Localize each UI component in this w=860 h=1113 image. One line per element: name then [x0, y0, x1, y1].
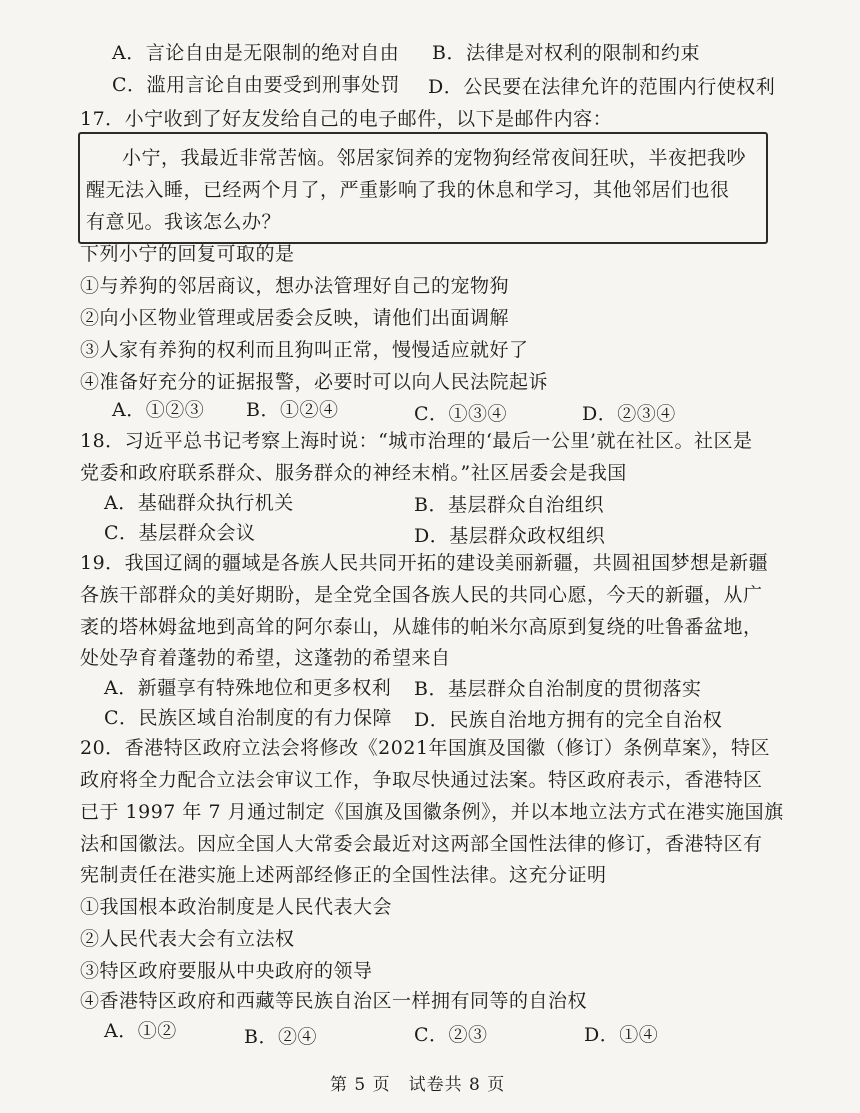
q17-question: 下列小宁的回复可取的是 — [80, 243, 295, 265]
q17-item: ③人家有养狗的权利而且狗叫正常，慢慢适应就好了 — [80, 339, 529, 361]
q20-stem: 法和国徽法。因应全国人大常委会最近对这两部全国性法律的修订，香港特区有 — [80, 833, 763, 855]
q17-item: ②向小区物业管理或居委会反映，请他们出面调解 — [80, 307, 510, 329]
q20-item: ④香港特区政府和西藏等民族自治区一样拥有同等的自治权 — [80, 990, 588, 1012]
q17-option-a: A．①②③ — [112, 399, 205, 421]
q19-stem: 袤的塔林姆盆地到高耸的阿尔泰山，从雄伟的帕米尔高原到复绕的吐鲁番盆地， — [80, 616, 763, 638]
q16-option-a: A．言论自由是无限制的绝对自由 — [112, 42, 400, 64]
q16-option-b: B．法律是对权利的限制和约束 — [432, 42, 700, 64]
q19-option-d: D．民族自治地方拥有的完全自治权 — [414, 709, 723, 731]
q18-stem: 18．习近平总书记考察上海时说：“城市治理的‘最后一公里’就在社区。社区是 — [80, 430, 753, 452]
page-total: 试卷共 8 页 — [408, 1075, 506, 1095]
q20-option-d: D．①④ — [584, 1024, 659, 1046]
q17-option-d: D．②③④ — [582, 403, 676, 425]
q18-stem: 党委和政府联系群众、服务群众的神经末梢。”社区居委会是我国 — [80, 462, 627, 484]
q20-option-c: C．②③ — [414, 1024, 488, 1046]
q19-option-a: A．新疆享有特殊地位和更多权利 — [104, 677, 392, 699]
q20-stem: 政府将全力配合立法会审议工作，争取尽快通过法案。特区政府表示，香港特区 — [80, 769, 763, 791]
q17-email-line: 有意见。我该怎么办？ — [86, 211, 282, 233]
q16-option-d: D．公民要在法律允许的范围内行使权利 — [428, 76, 776, 98]
page-footer — [330, 1070, 505, 1095]
q17-item: ①与养狗的邻居商议，想办法管理好自己的宠物狗 — [80, 275, 510, 297]
q20-item: ①我国根本政治制度是人民代表大会 — [80, 896, 393, 918]
q17-email-line: 醒无法入睡，已经两个月了，严重影响了我的休息和学习，其他邻居们也很 — [86, 179, 730, 201]
q17-option-b: B．①②④ — [246, 399, 339, 421]
q18-option-c: C．基层群众会议 — [104, 522, 256, 544]
q20-stem: 宪制责任在港实施上述两部经修正的全国性法律。这充分证明 — [80, 864, 607, 886]
q19-option-b: B．基层群众自治制度的贯彻落实 — [414, 678, 702, 700]
q20-item: ③特区政府要服从中央政府的领导 — [80, 960, 373, 982]
q20-stem: 20．香港特区政府立法会将修改《2021年国旗及国徽（修订）条例草案》，特区 — [80, 737, 771, 759]
q19-stem: 处处孕育着蓬勃的希望，这蓬勃的希望来自 — [80, 647, 451, 669]
q17-item: ④准备好充分的证据报警，必要时可以向人民法院起诉 — [80, 371, 549, 393]
q17-email-line: 小宁，我最近非常苦恼。邻居家饲养的宠物狗经常夜间狂吠，半夜把我吵 — [122, 147, 747, 169]
q18-option-d: D．基层群众政权组织 — [414, 525, 606, 547]
q20-option-a: A．①② — [104, 1020, 177, 1042]
q17-stem: 17．小宁收到了好友发给自己的电子邮件，以下是邮件内容： — [80, 108, 613, 130]
q19-stem: 19．我国辽阔的疆域是各族人民共同开拓的建设美丽新疆，共圆祖国梦想是新疆 — [80, 552, 769, 574]
q17-option-c: C．①③④ — [414, 403, 508, 425]
page-number: 第 5 页 — [330, 1075, 391, 1095]
q18-option-b: B．基层群众自治组织 — [414, 494, 604, 516]
q18-option-a: A．基础群众执行机关 — [104, 492, 294, 514]
q19-option-c: C．民族区域自治制度的有力保障 — [104, 707, 393, 729]
q19-stem: 各族干部群众的美好期盼，是全党全国各族人民的共同心愿，今天的新疆，从广 — [80, 584, 763, 606]
q20-stem: 已于 1997 年 7 月通过制定《国旗及国徽条例》，并以本地立法方式在港实施国旗 — [80, 801, 784, 823]
q20-item: ②人民代表大会有立法权 — [80, 928, 295, 950]
q20-option-b: B．②④ — [244, 1026, 317, 1048]
q16-option-c: C．滥用言论自由要受到刑事处罚 — [112, 74, 401, 96]
